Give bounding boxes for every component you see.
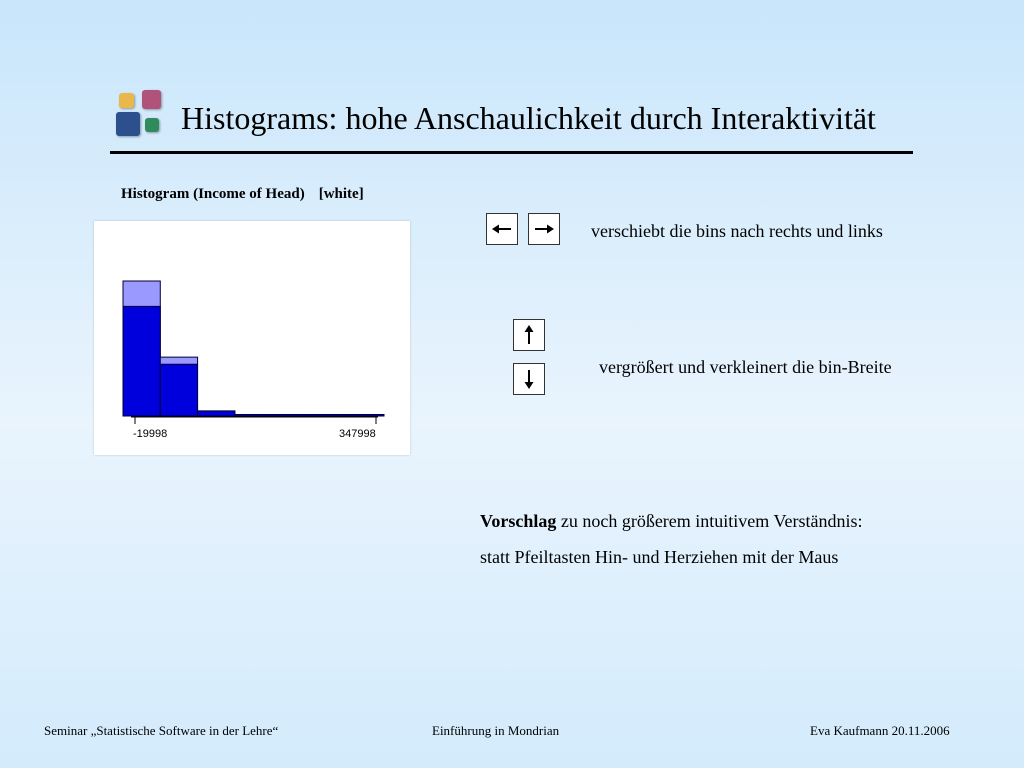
- histogram-chart[interactable]: [94, 221, 410, 455]
- slide-title: Histograms: hohe Anschaulichkeit durch Interaktivität: [181, 100, 876, 136]
- suggestion-line-1: [480, 503, 862, 539]
- arrow-down-icon: [523, 368, 535, 390]
- histogram-bin-highlighted-6[interactable]: [347, 415, 384, 417]
- suggestion-rest: zu noch größerem intuitivem Verständnis:: [556, 511, 863, 531]
- suggestion-bold: Vorschlag: [480, 511, 557, 531]
- left-right-description: verschiebt die bins nach rechts und links: [591, 221, 883, 241]
- x-axis-min-label: -19998: [133, 428, 168, 440]
- arrow-left-key[interactable]: [486, 213, 518, 245]
- histogram-panel[interactable]: [94, 221, 410, 455]
- x-axis-max-label: 347998: [339, 428, 376, 440]
- histogram-bin-highlighted-4[interactable]: [272, 415, 309, 417]
- histogram-bin-highlighted-3[interactable]: [235, 415, 272, 417]
- arrow-left-icon: [491, 223, 513, 235]
- footer-topic: Einführung in Mondrian: [432, 723, 560, 738]
- logo-square-magenta: [142, 90, 161, 109]
- arrow-down-key[interactable]: [513, 363, 545, 395]
- arrow-up-key[interactable]: [513, 319, 545, 351]
- arrow-right-key[interactable]: [528, 213, 560, 245]
- arrow-right-icon: [533, 223, 555, 235]
- up-down-description: vergrößert und verkleinert die bin-Breite: [599, 357, 892, 377]
- logo-square-yellow: [119, 93, 134, 108]
- histogram-bin-highlighted-0[interactable]: [123, 306, 160, 416]
- suggestion-line-2: statt Pfeiltasten Hin- und Herziehen mit der Maus: [480, 547, 839, 567]
- suggestion-text: [480, 503, 862, 575]
- histogram-tag: [white]: [318, 186, 364, 202]
- footer-author-date: Eva Kaufmann 20.11.2006: [810, 723, 950, 738]
- arrow-up-icon: [523, 324, 535, 346]
- logo-square-green: [145, 118, 159, 132]
- histogram-caption: [121, 186, 364, 203]
- histogram-bin-highlighted-1[interactable]: [160, 364, 197, 416]
- title-divider: [110, 151, 913, 154]
- logo-square-blue: [116, 112, 140, 136]
- slide-logo-icon: [116, 90, 164, 138]
- histogram-bin-highlighted-2[interactable]: [198, 411, 235, 416]
- footer-seminar: Seminar „Statistische Software in der Lehre“: [44, 723, 279, 738]
- histogram-bin-highlighted-5[interactable]: [309, 415, 346, 417]
- histogram-caption-text: Histogram (Income of Head): [121, 186, 305, 202]
